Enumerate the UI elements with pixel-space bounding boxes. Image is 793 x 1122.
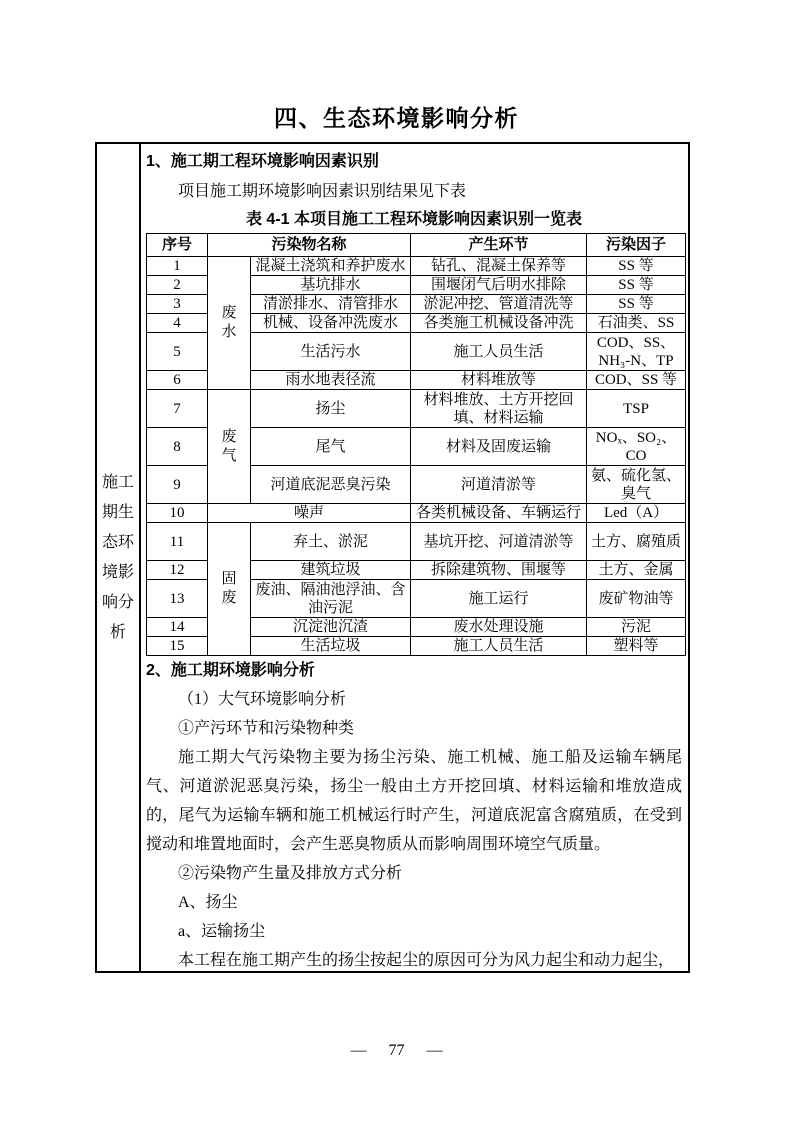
cell-name: 废油、隔油池浮油、含油污泥: [251, 580, 411, 618]
category-label: 废水: [221, 305, 237, 340]
cell-stage: 各类机械设备、车辆运行: [411, 504, 587, 523]
category-cell-wastewater: [208, 257, 251, 390]
table-row: [147, 390, 686, 428]
cell-factor: Led（A）: [587, 504, 686, 523]
cell-name: 基坑排水: [251, 276, 411, 295]
section2-point2: ②污染物产生量及排放方式分析: [178, 865, 403, 882]
page-number: 77: [388, 1042, 405, 1059]
section1-heading: 1、施工期工程环境影响因素识别: [146, 153, 379, 170]
cell-factor: 石油类、SS: [587, 314, 686, 333]
category-label: 废气: [221, 428, 237, 464]
cell-factor: SS 等: [587, 257, 686, 276]
section2-paragraph1: 施工期大气污染物主要为扬尘污染、施工机械、施工船及运输车辆尾气、河道淤泥恶臭污染，扬尘一般由土方开挖回填、材料运输和堆放造成的，尾气为运输车辆和施工机械运行时产生，河道底泥富含腐殖质，在受到搅动和堆置地面时，会产生恶臭物质从而影响周围环境空气质量。: [146, 749, 682, 853]
section2-heading: 2、施工期环境影响分析: [146, 662, 315, 679]
cell-name: 扬尘: [251, 390, 411, 428]
section2-paragraph2: 本工程在施工期产生的扬尘按起尘的原因可分为风力起尘和动力起尘，: [178, 952, 675, 969]
cell-no: 10: [147, 504, 208, 523]
section1-intro: 项目施工期环境影响因素识别结果见下表: [178, 183, 467, 200]
cell-stage: 材料及固废运输: [411, 428, 587, 466]
section2-point1: ①产污环节和污染物种类: [178, 720, 355, 737]
cell-factor: TSP: [587, 390, 686, 428]
column-header-factor: 污染因子: [587, 234, 686, 257]
content-frame: [95, 142, 690, 973]
cell-no: 14: [147, 618, 208, 637]
cell-factor: COD、SS、NH₃-N、TP: [587, 333, 686, 371]
cell-name: 机械、设备冲洗废水: [251, 314, 411, 333]
cell-name: 弃土、淤泥: [251, 523, 411, 561]
impact-factors-table: [146, 233, 686, 656]
cell-name: 混凝土浇筑和养护废水: [251, 257, 411, 276]
sidebar-label: 施工期生态环境影响分析: [101, 473, 134, 641]
cell-stage: 各类施工机械设备冲洗: [411, 314, 587, 333]
cell-stage: 淤泥冲挖、管道清洗等: [411, 295, 587, 314]
cell-name: 清淤排水、清管排水: [251, 295, 411, 314]
table-row: [147, 504, 686, 523]
cell-name: 生活污水: [251, 333, 411, 371]
cell-factor: 土方、腐殖质: [587, 523, 686, 561]
sidebar-label-cell: [97, 144, 141, 971]
cell-name: 雨水地表径流: [251, 371, 411, 390]
table-row: [147, 523, 686, 561]
table-header-row: [147, 234, 686, 257]
cell-factor: 氨、硫化氢、臭气: [587, 466, 686, 504]
section2-item-a1: a、运输扬尘: [178, 923, 266, 940]
cell-no: 9: [147, 466, 208, 504]
cell-no: 2: [147, 276, 208, 295]
cell-name: 尾气: [251, 428, 411, 466]
cell-no: 6: [147, 371, 208, 390]
cell-no: 8: [147, 428, 208, 466]
section2-sub1: （1）大气环境影响分析: [178, 691, 347, 708]
cell-stage: 拆除建筑物、围堰等: [411, 561, 587, 580]
cell-stage: 钻孔、混凝土保养等: [411, 257, 587, 276]
cell-no: 13: [147, 580, 208, 618]
cell-factor: 废矿物油等: [587, 580, 686, 618]
cell-no: 15: [147, 637, 208, 656]
category-label: 固废: [221, 571, 237, 606]
section2-item-a: A、扬尘: [178, 894, 238, 911]
cell-no: 11: [147, 523, 208, 561]
page-footer: [0, 1042, 793, 1060]
column-header-stage: 产生环节: [411, 234, 587, 257]
cell-factor: 塑料等: [587, 637, 686, 656]
cell-factor: SS 等: [587, 295, 686, 314]
cell-name: 建筑垃圾: [251, 561, 411, 580]
category-cell-waste-gas: [208, 390, 251, 504]
cell-stage: 施工运行: [411, 580, 587, 618]
category-cell-solid-waste: [208, 523, 251, 656]
cell-factor: 土方、金属: [587, 561, 686, 580]
cell-name: 生活垃圾: [251, 637, 411, 656]
cell-stage: 基坑开挖、河道清淤等: [411, 523, 587, 561]
cell-no: 3: [147, 295, 208, 314]
table-caption: 表 4-1 本项目施工工程环境影响因素识别一览表: [245, 211, 583, 228]
cell-stage: 河道清淤等: [411, 466, 587, 504]
cell-stage: 材料堆放、土方开挖回填、材料运输: [411, 390, 587, 428]
column-header-name: 污染物名称: [208, 234, 411, 257]
cell-name: 沉淀池沉渣: [251, 618, 411, 637]
main-content: [141, 144, 688, 971]
cell-stage: 围堰闭气后明水排除: [411, 276, 587, 295]
cell-no: 4: [147, 314, 208, 333]
cell-stage: 施工人员生活: [411, 637, 587, 656]
cell-no: 5: [147, 333, 208, 371]
cell-name: 河道底泥恶臭污染: [251, 466, 411, 504]
cell-no: 1: [147, 257, 208, 276]
cell-no: 7: [147, 390, 208, 428]
cell-factor: 污泥: [587, 618, 686, 637]
table-row: [147, 257, 686, 276]
column-header-no: 序号: [147, 234, 208, 257]
cell-no: 12: [147, 561, 208, 580]
page-title: 四、生态环境影响分析: [274, 105, 519, 131]
cell-stage: 材料堆放等: [411, 371, 587, 390]
cell-factor: COD、SS 等: [587, 371, 686, 390]
cell-factor: SS 等: [587, 276, 686, 295]
cell-factor: NOₓ、SO₂、CO: [587, 428, 686, 466]
footer-right-dash: —: [426, 1042, 443, 1059]
cell-stage: 施工人员生活: [411, 333, 587, 371]
cell-stage: 废水处理设施: [411, 618, 587, 637]
footer-left-dash: —: [350, 1042, 367, 1059]
cell-name-noise: 噪声: [208, 504, 411, 523]
